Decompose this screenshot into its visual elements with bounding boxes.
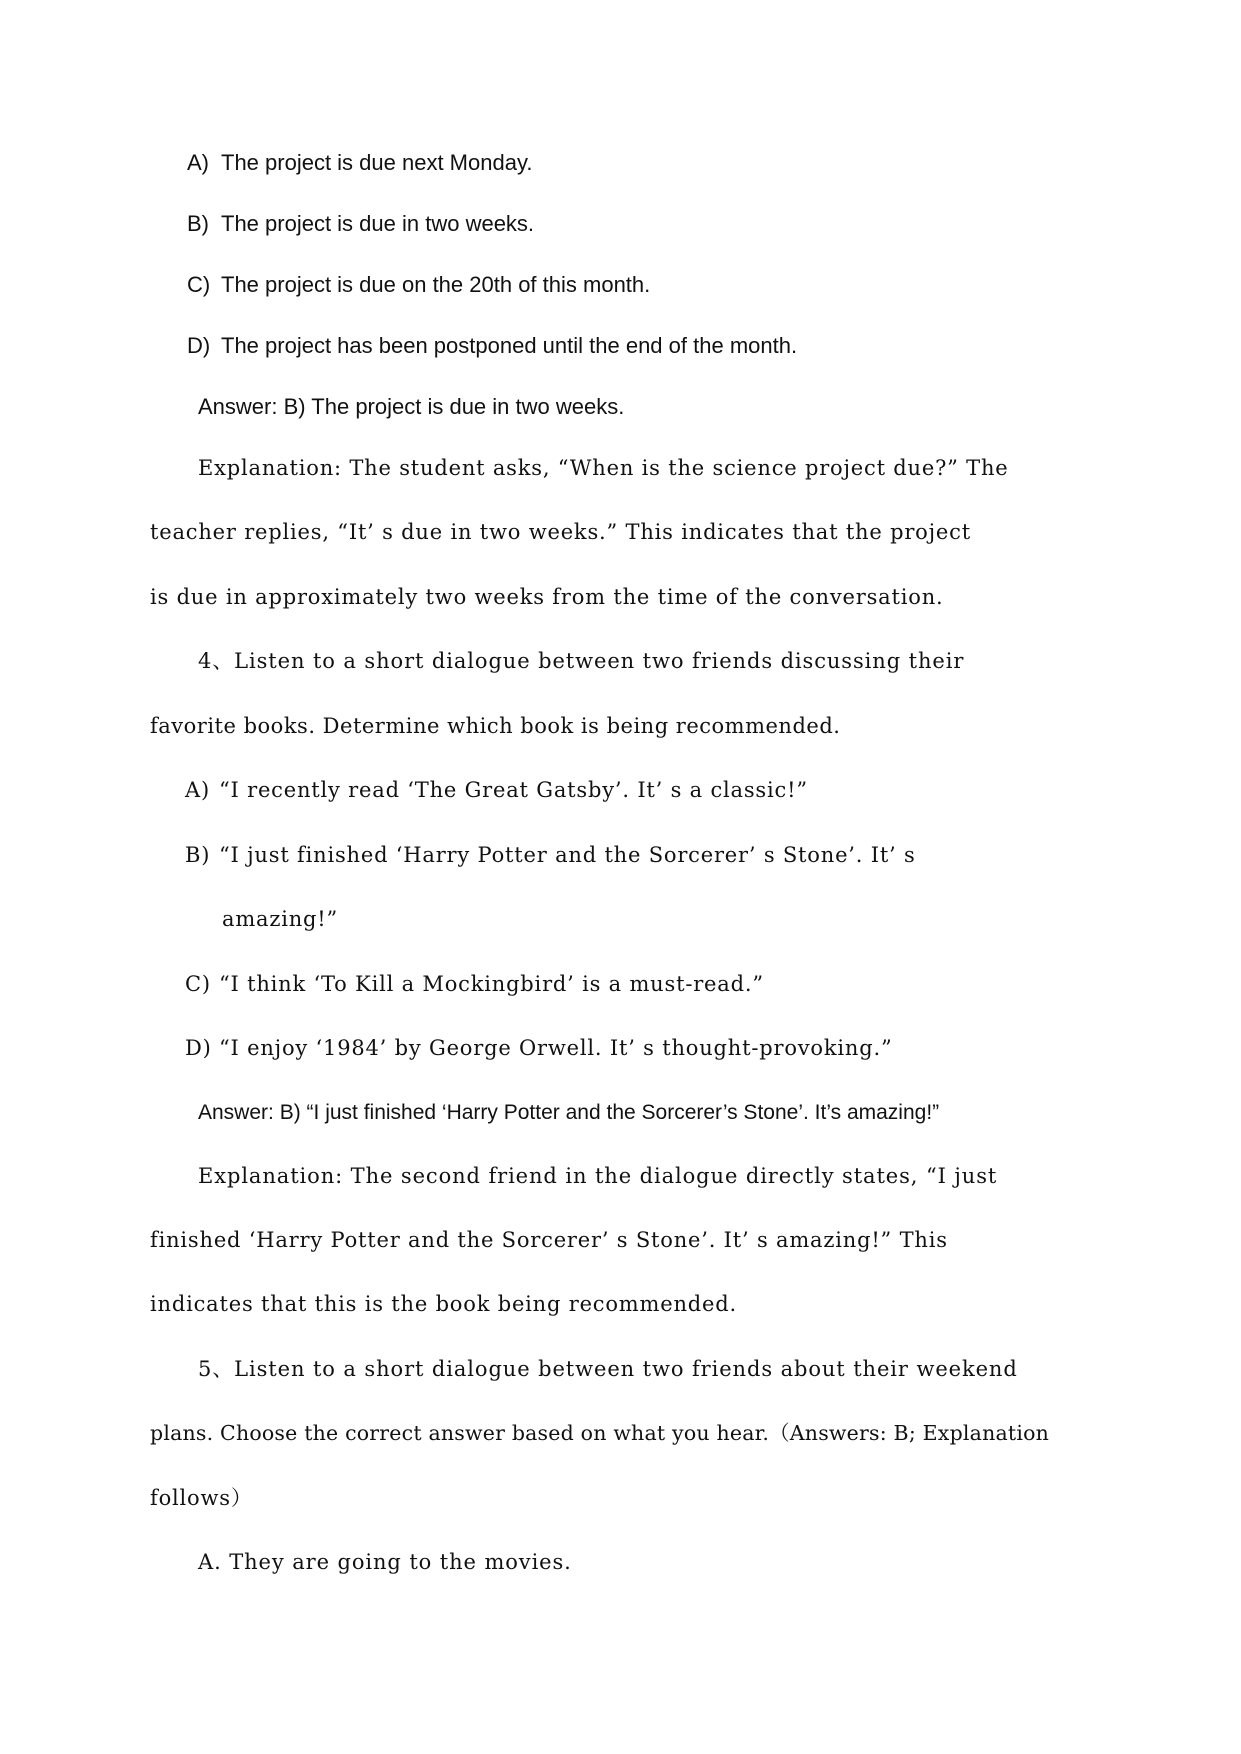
q3-option-a <box>187 152 532 174</box>
q4-option-b <box>185 845 916 866</box>
option-letter: D) <box>187 333 211 358</box>
q3-option-b <box>187 213 534 235</box>
q4-option-a <box>185 780 808 801</box>
q5-option-a: A. They are going to the movies. <box>198 1550 572 1574</box>
option-text: “I just finished ‘Harry Potter and the Sorcerer’ s Stone’. It’ s <box>219 843 916 867</box>
q4-explanation-line-2: finished ‘Harry Potter and the Sorcerer’ s Stone’. It’ s amazing!” This <box>150 1228 948 1252</box>
q4-option-d <box>185 1038 893 1059</box>
q3-answer: Answer: B) The project is due in two weeks. <box>198 394 625 419</box>
option-letter: A) <box>187 150 209 175</box>
option-letter: B) <box>187 211 209 236</box>
q3-option-d <box>187 335 797 357</box>
option-text: The project is due in two weeks. <box>221 211 535 236</box>
option-text: The project is due next Monday. <box>221 150 533 175</box>
q5-question-line-3: follows） <box>150 1486 253 1510</box>
option-text: “I enjoy ‘1984’ by George Orwell. It’ s thought-provoking.” <box>219 1036 893 1060</box>
option-letter: C) <box>185 972 211 996</box>
q3-explanation-line-2: teacher replies, “It’ s due in two weeks.” This indicates that the project <box>150 520 971 544</box>
option-letter: B) <box>185 843 211 867</box>
q5-question-line-2: plans. Choose the correct answer based on what you hear.（Answers: B; Explanation <box>150 1421 1050 1445</box>
q5-question-line-1: 5、Listen to a short dialogue between two friends about their weekend <box>198 1357 1018 1381</box>
q4-question-line-2: favorite books. Determine which book is being recommended. <box>150 714 841 738</box>
q4-option-b-continued: amazing!” <box>222 907 339 931</box>
q4-option-c <box>185 974 764 995</box>
option-text: The project is due on the 20th of this month. <box>221 272 651 297</box>
q4-answer: Answer: B) “I just finished ‘Harry Potter and the Sorcerer’s Stone’. It’s amazing!” <box>198 1101 940 1124</box>
option-letter: A) <box>185 778 210 802</box>
q4-explanation-line-1: Explanation: The second friend in the dialogue directly states, “I just <box>198 1164 998 1188</box>
option-letter: C) <box>187 272 211 297</box>
option-text: “I think ‘To Kill a Mockingbird’ is a must-read.” <box>219 972 764 996</box>
explanation-text: Explanation: The student asks, “When is the science project due?” The <box>198 456 1009 480</box>
q4-question-line-1: 4、Listen to a short dialogue between two friends discussing their <box>198 649 965 673</box>
q4-explanation-line-3: indicates that this is the book being recommended. <box>150 1292 737 1316</box>
option-letter: D) <box>185 1036 212 1060</box>
option-text: “I recently read ‘The Great Gatsby’. It’ s a classic!” <box>219 778 808 802</box>
q3-explanation-line-1 <box>198 458 1083 479</box>
q3-option-c <box>187 274 650 296</box>
option-text: The project has been postponed until the end of the month. <box>221 333 798 358</box>
q3-explanation-line-3: is due in approximately two weeks from the time of the conversation. <box>150 585 944 609</box>
